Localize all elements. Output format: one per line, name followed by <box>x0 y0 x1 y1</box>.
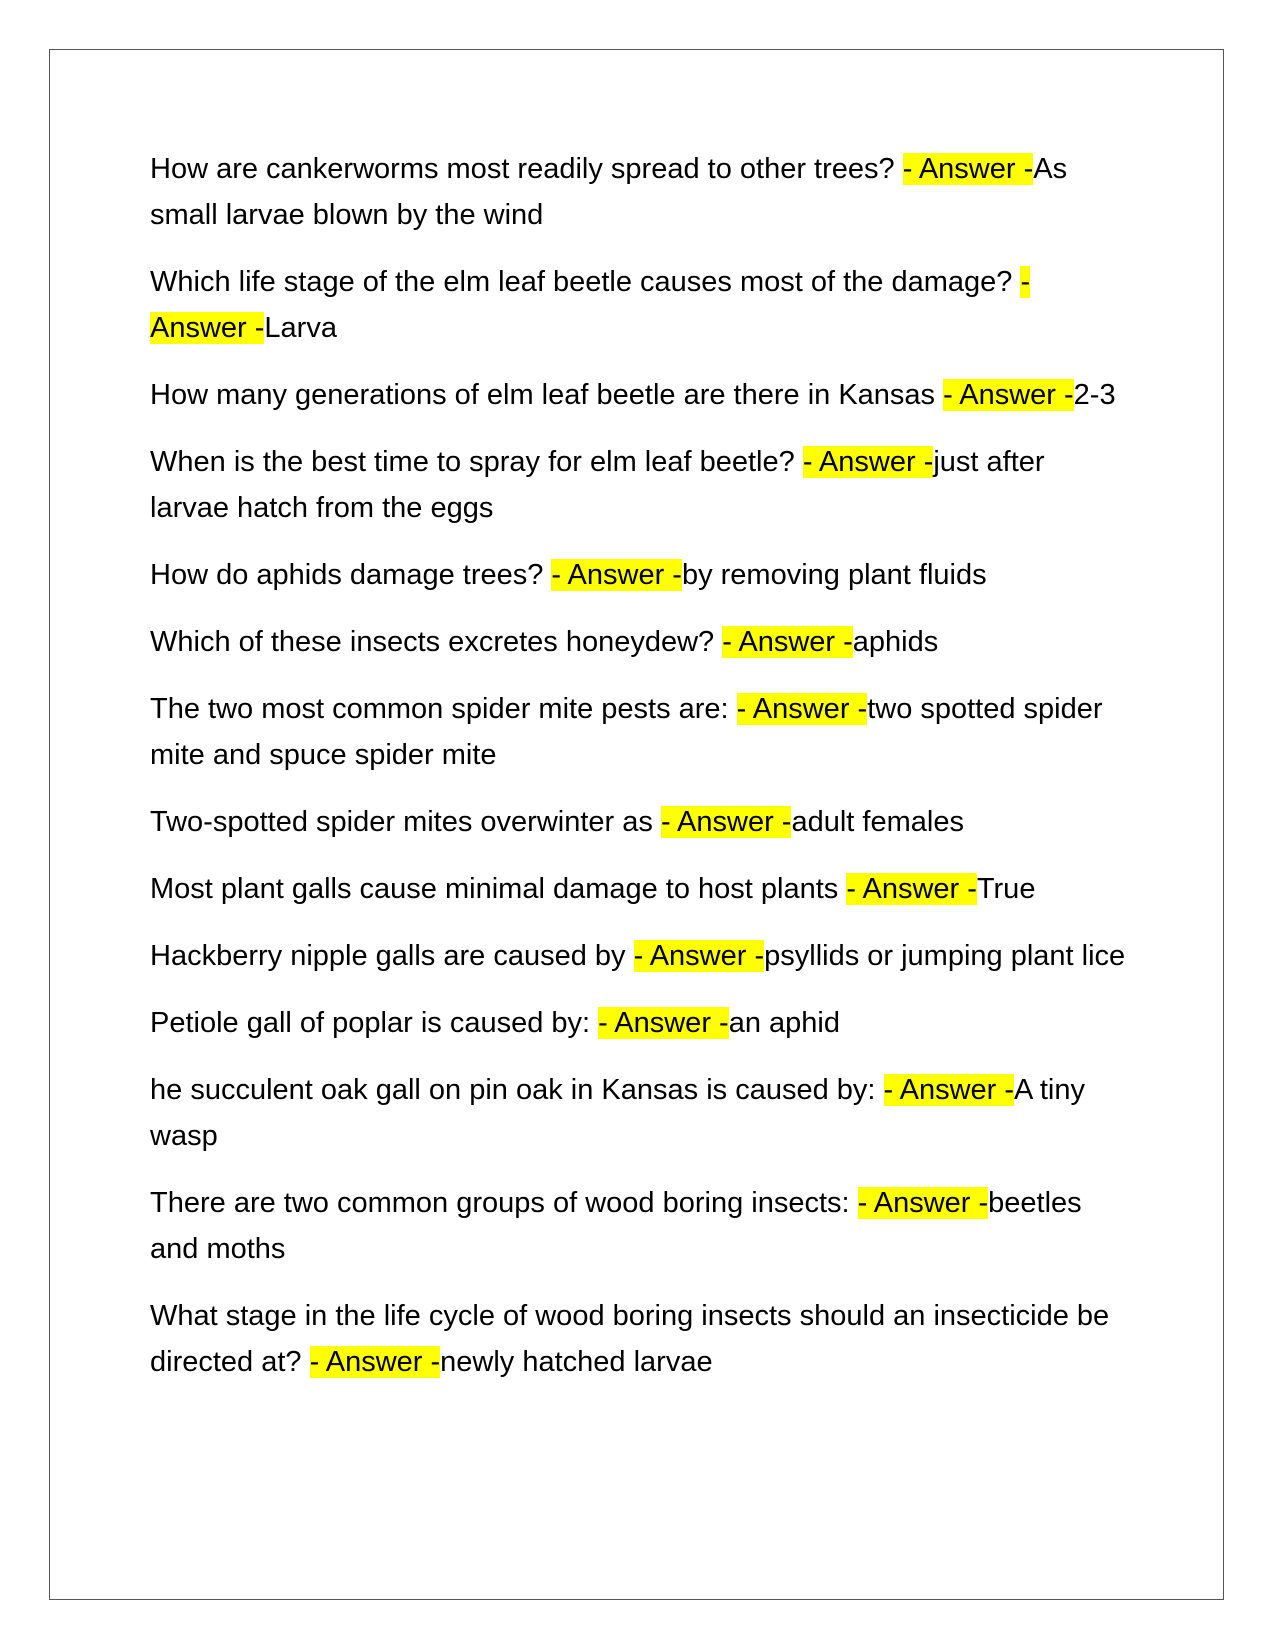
answer-marker: - Answer - <box>736 693 868 725</box>
answer-marker: - Answer - <box>633 940 765 972</box>
question-text: Petiole gall of poplar is caused by: <box>150 1007 599 1039</box>
qa-item-5 <box>150 552 1130 598</box>
answer-marker: - Answer - <box>150 266 1031 344</box>
question-text: Most plant galls cause minimal damage to host plants <box>150 873 847 905</box>
answer-text: A tiny wasp <box>150 1074 1085 1152</box>
qa-item-7 <box>150 686 1130 778</box>
answer-marker: - Answer - <box>660 806 792 838</box>
qa-item-9 <box>150 866 1130 912</box>
qa-item-2 <box>150 259 1130 351</box>
question-text: When is the best time to spray for elm leaf beetle? <box>150 446 803 478</box>
answer-text: As small larvae blown by the wind <box>150 153 1068 231</box>
answer-marker: - Answer - <box>943 379 1074 411</box>
answer-text: newly hatched larvae <box>440 1346 713 1378</box>
answer-text: just after larvae hatch from the eggs <box>150 446 1045 524</box>
answer-text: 2-3 <box>1073 379 1116 411</box>
answer-marker: - Answer - <box>846 873 977 905</box>
question-text: How are cankerworms most readily spread to other trees? <box>150 153 903 185</box>
qa-item-12 <box>150 1067 1130 1159</box>
answer-text: by removing plant fluids <box>681 559 987 591</box>
qa-item-8 <box>150 799 1130 845</box>
qa-item-14 <box>150 1293 1130 1385</box>
question-text: There are two common groups of wood boring insects: <box>150 1187 858 1219</box>
qa-item-4 <box>150 439 1130 531</box>
answer-marker: - Answer - <box>598 1007 729 1039</box>
question-text: How many generations of elm leaf beetle are there in Kansas <box>150 379 944 411</box>
answer-text: beetles and moths <box>150 1187 1082 1265</box>
answer-marker: - Answer - <box>551 559 682 591</box>
qa-item-13 <box>150 1180 1130 1272</box>
qa-list <box>150 146 1130 1406</box>
qa-item-3 <box>150 372 1130 418</box>
answer-text: psyllids or jumping plant lice <box>764 940 1126 972</box>
question-text: Two-spotted spider mites overwinter as <box>150 806 661 838</box>
qa-item-11 <box>150 1000 1130 1046</box>
qa-item-1 <box>150 146 1130 238</box>
question-text: Hackberry nipple galls are caused by <box>150 940 634 972</box>
question-text: Which life stage of the elm leaf beetle causes most of the damage? <box>150 266 1021 298</box>
question-text: What stage in the life cycle of wood boring insects should an insecticide be directed at? <box>150 1300 1110 1378</box>
answer-text: adult females <box>791 806 964 838</box>
question-text: The two most common spider mite pests are: <box>150 693 737 725</box>
answer-text: True <box>976 873 1036 905</box>
qa-item-6 <box>150 619 1130 665</box>
answer-text: Larva <box>264 312 337 344</box>
answer-text: two spotted spider mite and spuce spider mite <box>150 693 1103 771</box>
answer-marker: - Answer - <box>902 153 1034 185</box>
question-text: How do aphids damage trees? <box>150 559 552 591</box>
answer-marker: - Answer - <box>857 1187 989 1219</box>
answer-text: aphids <box>852 626 939 658</box>
answer-marker: - Answer - <box>309 1346 441 1378</box>
answer-marker: - Answer - <box>802 446 934 478</box>
answer-marker: - Answer - <box>722 626 853 658</box>
qa-item-10 <box>150 933 1130 979</box>
question-text: he succulent oak gall on pin oak in Kansas is caused by: <box>150 1074 884 1106</box>
answer-text: an aphid <box>728 1007 840 1039</box>
answer-marker: - Answer - <box>883 1074 1015 1106</box>
question-text: Which of these insects excretes honeydew? <box>150 626 723 658</box>
